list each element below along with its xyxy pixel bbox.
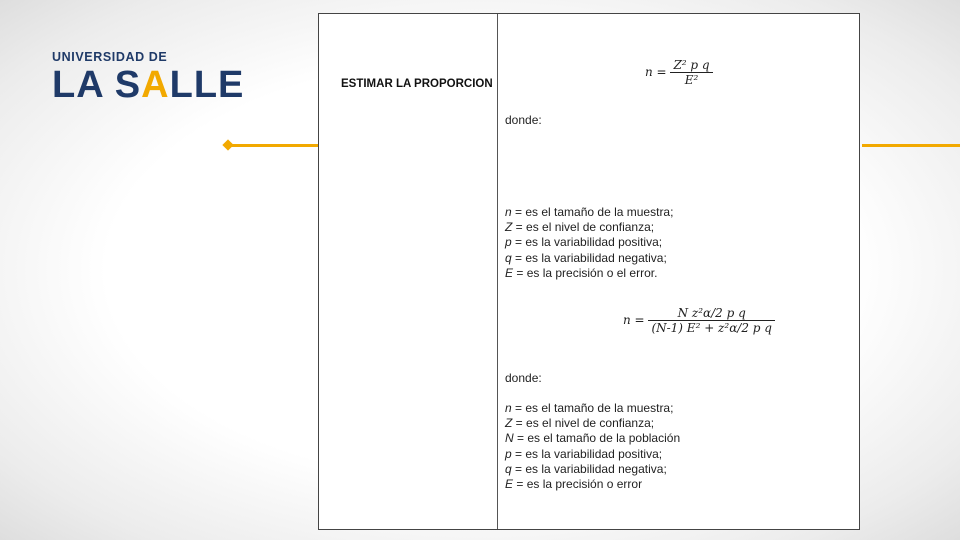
definitions-list-2 xyxy=(505,401,680,492)
definition-row: N = es el tamaño de la población xyxy=(505,431,681,446)
logo-main-part2: LLE xyxy=(169,64,245,106)
definitions-list-1 xyxy=(505,205,673,281)
definition-row: Z = es el nivel de confianza; xyxy=(505,220,655,235)
definition-row: p = es la variabilidad positiva; xyxy=(505,235,663,250)
formula2-lhs: n = xyxy=(623,313,645,327)
formula1-denominator: E² xyxy=(684,73,699,87)
decorative-line-right xyxy=(862,144,960,147)
donde-label-1: donde: xyxy=(505,113,542,127)
definition-row: E = es la precisión o error xyxy=(505,477,643,492)
definition-row: p = es la variabilidad positiva; xyxy=(505,446,663,461)
formula1-lhs: n = xyxy=(645,65,667,79)
formula-proportion xyxy=(645,58,713,87)
definition-row: q = es la variabilidad negativa; xyxy=(505,250,667,265)
column-divider xyxy=(497,14,498,529)
formula1-fraction xyxy=(670,58,712,87)
definition-row: Z = es el nivel de confianza; xyxy=(505,416,655,431)
formula2-denominator: (N-1) E² + z²α/2 p q xyxy=(651,321,772,335)
donde-label-2: donde: xyxy=(505,371,542,385)
definition-row: E = es la precisión o el error. xyxy=(505,265,658,280)
formula-finite-population xyxy=(623,306,775,335)
logo-main-text xyxy=(52,66,244,104)
logo-main-part1: LA S xyxy=(52,64,142,106)
logo-accent-letter: A xyxy=(141,64,170,106)
document-table xyxy=(318,13,860,530)
logo-top-text: UNIVERSIDAD DE xyxy=(52,50,168,64)
decorative-line-left xyxy=(230,144,320,147)
definition-row: n = es el tamaño de la muestra; xyxy=(505,401,674,415)
table-heading: ESTIMAR LA PROPORCION xyxy=(341,78,493,90)
formula1-numerator: Z² p q xyxy=(670,58,712,73)
table-content-cell xyxy=(503,14,859,529)
formula2-fraction xyxy=(648,306,775,335)
definition-row: n = es el tamaño de la muestra; xyxy=(505,205,674,219)
formula2-numerator: N z²α/2 p q xyxy=(648,306,775,321)
university-logo xyxy=(52,50,244,104)
definition-row: q = es la variabilidad negativa; xyxy=(505,461,667,476)
